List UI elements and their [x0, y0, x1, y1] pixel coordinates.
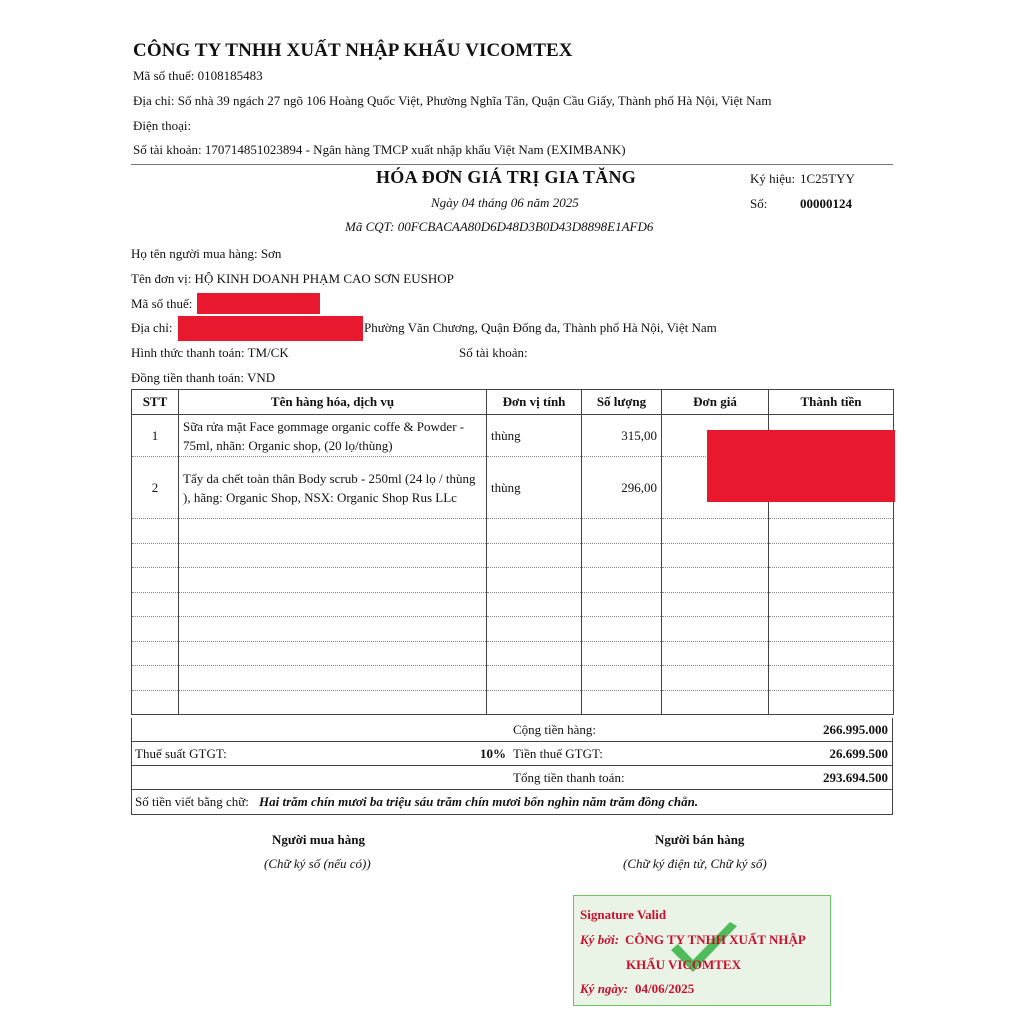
amount-in-words-label: Số tiền viết bằng chữ:	[135, 794, 249, 809]
subtotal-value: 266.995.000	[823, 722, 888, 737]
redaction-tax-code	[197, 293, 320, 314]
buyer-unit: Tên đơn vị: HỘ KINH DOANH PHẠM CAO SƠN EUSHOP	[131, 271, 454, 286]
buyer-address-visible: Phường Văn Chương, Quận Đống đa, Thành phố Hà Nội, Việt Nam	[364, 320, 717, 335]
table-row-empty	[132, 617, 894, 642]
buyer-tax-code-label: Mã số thuế:	[131, 296, 193, 311]
row-stt: 1	[132, 415, 179, 457]
header-quantity: Số lượng	[582, 390, 662, 415]
table-row-empty	[132, 543, 894, 568]
header-item-name: Tên hàng hóa, dịch vụ	[179, 390, 487, 415]
seller-address: Địa chỉ: Số nhà 39 ngách 27 ngõ 106 Hoàng Quốc Việt, Phường Nghĩa Tân, Quận Cầu Giấy, Thành phố Hà Nội, Việt Nam	[133, 93, 772, 108]
redaction-address	[178, 316, 363, 341]
invoice-number-value: 00000124	[800, 196, 852, 211]
signature-signed-by-line1: CÔNG TY TNHH XUẤT NHẬP	[625, 932, 806, 947]
row-item-name: Sữa rửa mặt Face gommage organic coffe & Powder - 75ml, nhãn: Organic shop, (20 lọ/thùng)	[179, 415, 487, 457]
buyer-payment-method: Hình thức thanh toán: TM/CK	[131, 345, 289, 360]
table-row-empty	[132, 592, 894, 617]
amount-in-words-row	[132, 790, 892, 814]
table-row-empty	[132, 568, 894, 593]
buyer-signature-note: (Chữ ký số (nếu có))	[264, 856, 371, 871]
vat-amount-value: 26.699.500	[829, 746, 888, 761]
buyer-currency: Đồng tiền thanh toán: VND	[131, 370, 276, 385]
seller-phone: Điện thoại:	[133, 118, 192, 133]
row-unit: thùng	[487, 415, 582, 457]
seller-signature-note: (Chữ ký điện tử, Chữ ký số)	[623, 856, 767, 871]
vat-amount-label: Tiền thuế GTGT:	[513, 746, 603, 761]
row-quantity: 315,00	[582, 415, 662, 457]
grand-total-value: 293.694.500	[823, 770, 888, 785]
seller-signature-title: Người bán hàng	[655, 832, 745, 847]
vat-rate-value: 10%	[480, 746, 506, 761]
seller-tax-code: Mã số thuế: 0108185483	[133, 68, 263, 83]
invoice-date: Ngày 04 tháng 06 năm 2025	[431, 195, 579, 210]
seller-company-name: CÔNG TY TNHH XUẤT NHẬP KHẨU VICOMTEX	[133, 40, 573, 61]
header-amount: Thành tiền	[769, 390, 894, 415]
invoice-title: HÓA ĐƠN GIÁ TRỊ GIA TĂNG	[376, 167, 637, 187]
header-unit-price: Đơn giá	[662, 390, 769, 415]
redaction-prices	[707, 430, 895, 502]
grand-total-row	[132, 766, 892, 790]
signature-date-value: 04/06/2025	[635, 981, 695, 996]
invoice-symbol-label: Ký hiệu:	[750, 171, 796, 186]
signature-date-label: Ký ngày:	[580, 981, 629, 996]
table-row-empty	[132, 666, 894, 691]
invoice-tax-authority-code: Mã CQT: 00FCBACAA80D6D48D3B0D43D8898E1AFD6	[345, 219, 654, 234]
table-row-empty	[132, 519, 894, 544]
buyer-name: Họ tên người mua hàng: Sơn	[131, 246, 282, 261]
seller-account: Số tài khoản: 170714851023894 - Ngân hàng TMCP xuất nhập khẩu Việt Nam (EXIMBANK)	[133, 142, 626, 157]
row-quantity: 296,00	[582, 457, 662, 519]
row-unit: thùng	[487, 457, 582, 519]
vat-row	[132, 742, 892, 766]
subtotal-label: Cộng tiền hàng:	[513, 722, 597, 737]
buyer-signature-title: Người mua hàng	[272, 832, 366, 847]
header-unit: Đơn vị tính	[487, 390, 582, 415]
totals-box	[131, 718, 893, 815]
invoice-number-label: Số:	[750, 196, 768, 211]
buyer-address-label: Địa chỉ:	[131, 320, 173, 335]
grand-total-label: Tổng tiền thanh toán:	[513, 770, 625, 785]
invoice-symbol-value: 1C25TYY	[800, 171, 855, 186]
table-header-row	[132, 390, 894, 415]
header-stt: STT	[132, 390, 179, 415]
digital-signature-box[interactable]	[573, 895, 831, 1006]
signature-signed-by-line2: KHẨU VICOMTEX	[626, 957, 741, 972]
header-divider	[131, 164, 893, 165]
row-stt: 2	[132, 457, 179, 519]
signature-signed-by-label: Ký bởi:	[580, 932, 620, 947]
vat-rate-label: Thuế suất GTGT:	[135, 746, 227, 761]
row-item-name: Tẩy da chết toàn thân Body scrub - 250ml (24 lọ / thùng ), hãng: Organic Shop, NSX: Organic Shop Rus LLc	[179, 457, 487, 519]
buyer-account-label: Số tài khoản:	[459, 345, 528, 360]
table-row-empty	[132, 641, 894, 666]
signature-status: Signature Valid	[580, 907, 667, 922]
subtotal-row	[132, 718, 892, 742]
table-row-empty	[132, 690, 894, 715]
amount-in-words-value: Hai trăm chín mươi ba triệu sáu trăm chín mươi bốn nghìn năm trăm đồng chẵn.	[259, 794, 699, 809]
